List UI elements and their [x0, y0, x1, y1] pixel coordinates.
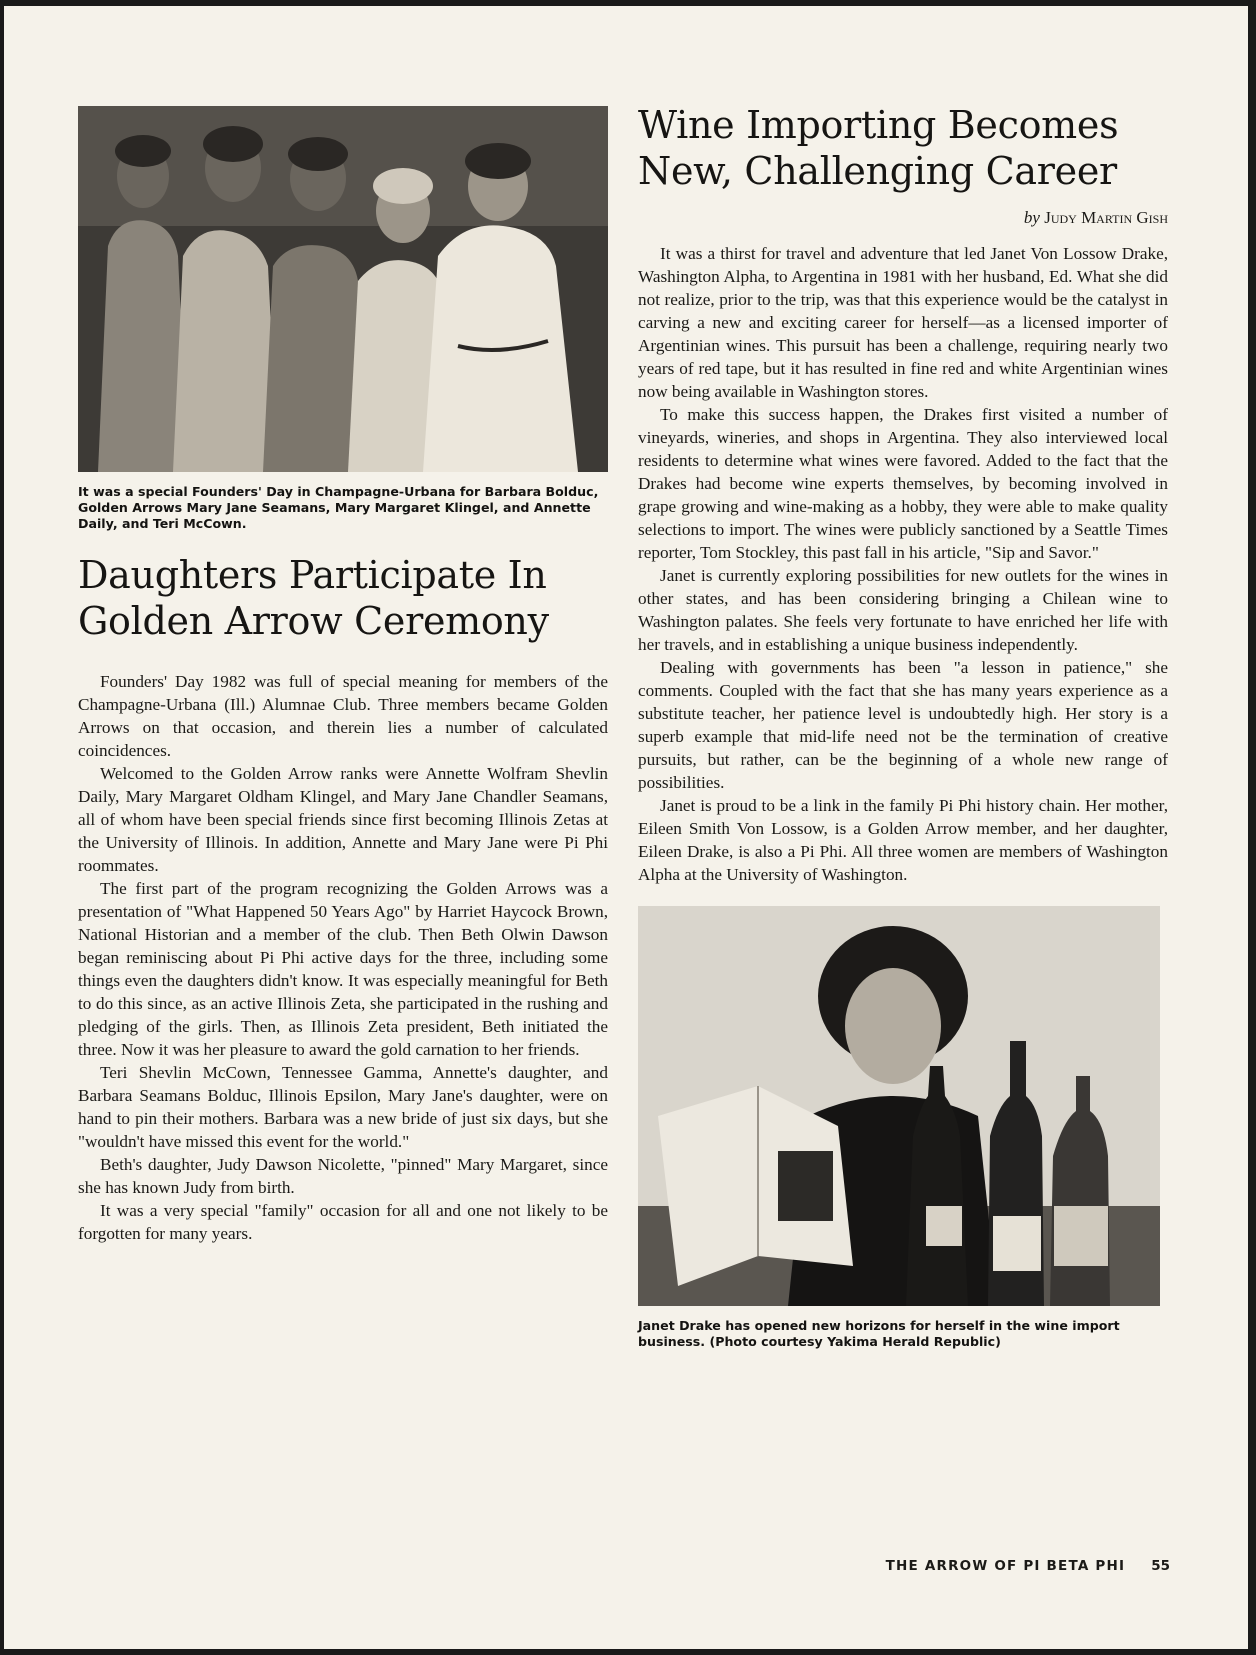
golden-arrow-article-body: [78, 670, 608, 1245]
left-column: [78, 106, 608, 1245]
article-paragraph: The first part of the program recognizing the Golden Arrows was a presentation of "What Happened 50 Years Ago" by Harriet Haycock Brown, National Historian and a member of the club. Then Beth Olwin Dawson began reminiscing about Pi Phi active days for the three, including some things even the daughters didn't know. It was especially meaningful for Beth to do this since, as an active Illinois Zeta, she participated in the rushing and pledging of the girls. Then, as Illinois Zeta president, Beth initiated the three. Now it was her pleasure to award the gold carnation to her friends.: [78, 879, 608, 1059]
magazine-page: [4, 6, 1248, 1649]
wine-importing-headline: Wine Importing Becomes New, Challenging Career: [638, 103, 1119, 193]
publication-name: THE ARROW OF PI BETA PHI: [885, 1558, 1126, 1574]
golden-arrow-headline: Daughters Participate In Golden Arrow Ceremony: [78, 553, 549, 643]
page-number: 55: [1151, 1558, 1170, 1574]
byline-author: Judy Martin Gish: [1044, 208, 1168, 227]
group-photo-caption: It was a special Founders' Day in Champagne-Urbana for Barbara Bolduc, Golden Arrows Mary Jane Seamans, Mary Margaret Klingel, and Annette Daily, and Teri McCown.: [78, 484, 599, 531]
wine-photo-illustration: [638, 906, 1160, 1306]
wine-photo-caption: Janet Drake has opened new horizons for herself in the wine import business. (Photo courtesy Yakima Herald Republic): [638, 1318, 1120, 1349]
article-paragraph: Dealing with governments has been "a lesson in patience," she comments. Coupled with the fact that she has many years experience as a substitute teacher, her patience level is undoubtedly high. Her story is a superb example that mid-life need not be the termination of creative pursuits, but rather, can be the beginning of a whole new range of possibilities.: [638, 658, 1168, 792]
byline-prefix: by: [1023, 208, 1040, 227]
article-paragraph: Founders' Day 1982 was full of special meaning for members of the Champagne-Urbana (Ill.) Alumnae Club. Three members became Golden Arrows on that occasion, and therein lies a number of calculated coincidences.: [78, 672, 608, 760]
janet-drake-wine-photo: [638, 906, 1160, 1306]
article-paragraph: It was a very special "family" occasion for all and one not likely to be forgotten for many years.: [78, 1201, 608, 1243]
page-footer: [860, 1558, 1170, 1574]
article-paragraph: Welcomed to the Golden Arrow ranks were Annette Wolfram Shevlin Daily, Mary Margaret Oldham Klingel, and Mary Jane Chandler Seamans, all of whom have been special friends since first becoming Illinois Zetas at the University of Illinois. In addition, Annette and Mary Jane were Pi Phi roommates.: [78, 764, 608, 875]
article-paragraph: Beth's daughter, Judy Dawson Nicolette, "pinned" Mary Margaret, since she has known Judy from birth.: [78, 1155, 608, 1197]
article-paragraph: It was a thirst for travel and adventure that led Janet Von Lossow Drake, Washington Alpha, to Argentina in 1981 with her husband, Ed. What she did not realize, prior to the trip, was that this experience would be the catalyst in carving a new and exciting career for herself—as a licensed importer of Argentinian wines. This pursuit has been a challenge, requiring nearly two years of red tape, but it has resulted in fine red and white Argentinian wines now being available in Washington stores.: [638, 244, 1168, 401]
wine-article-body: [638, 242, 1168, 886]
byline: [638, 208, 1168, 228]
article-paragraph: Janet is currently exploring possibilities for new outlets for the wines in other states, and has been considering bringing a Chilean wine to Washington palates. She feels very fortunate to have enriched her life with her travels, and in establishing a unique business independently.: [638, 566, 1168, 654]
article-paragraph: Janet is proud to be a link in the family Pi Phi history chain. Her mother, Eileen Smith Von Lossow, is a Golden Arrow member, and her daughter, Eileen Drake, is also a Pi Phi. All three women are members of Washington Alpha at the University of Washington.: [638, 796, 1168, 884]
article-paragraph: Teri Shevlin McCown, Tennessee Gamma, Annette's daughter, and Barbara Seamans Bolduc, Illinois Epsilon, Mary Jane's daughter, were on hand to pin their mothers. Barbara was a new bride of just six days, but she "wouldn't have missed this event for the world.": [78, 1063, 608, 1151]
right-column: [638, 103, 1168, 1350]
golden-arrow-group-photo: [78, 106, 608, 472]
group-photo-illustration: [78, 106, 608, 472]
article-paragraph: To make this success happen, the Drakes first visited a number of vineyards, wineries, and shops in Argentina. They also interviewed local residents to determine what wines were favored. Added to the fact that the Drakes had become wine experts themselves, by becoming involved in grape growing and wine-making as a hobby, they were able to make quality selections to import. The wines were publicly sanctioned by a Seattle Times reporter, Tom Stockley, this past fall in his article, "Sip and Savor.": [638, 405, 1168, 562]
